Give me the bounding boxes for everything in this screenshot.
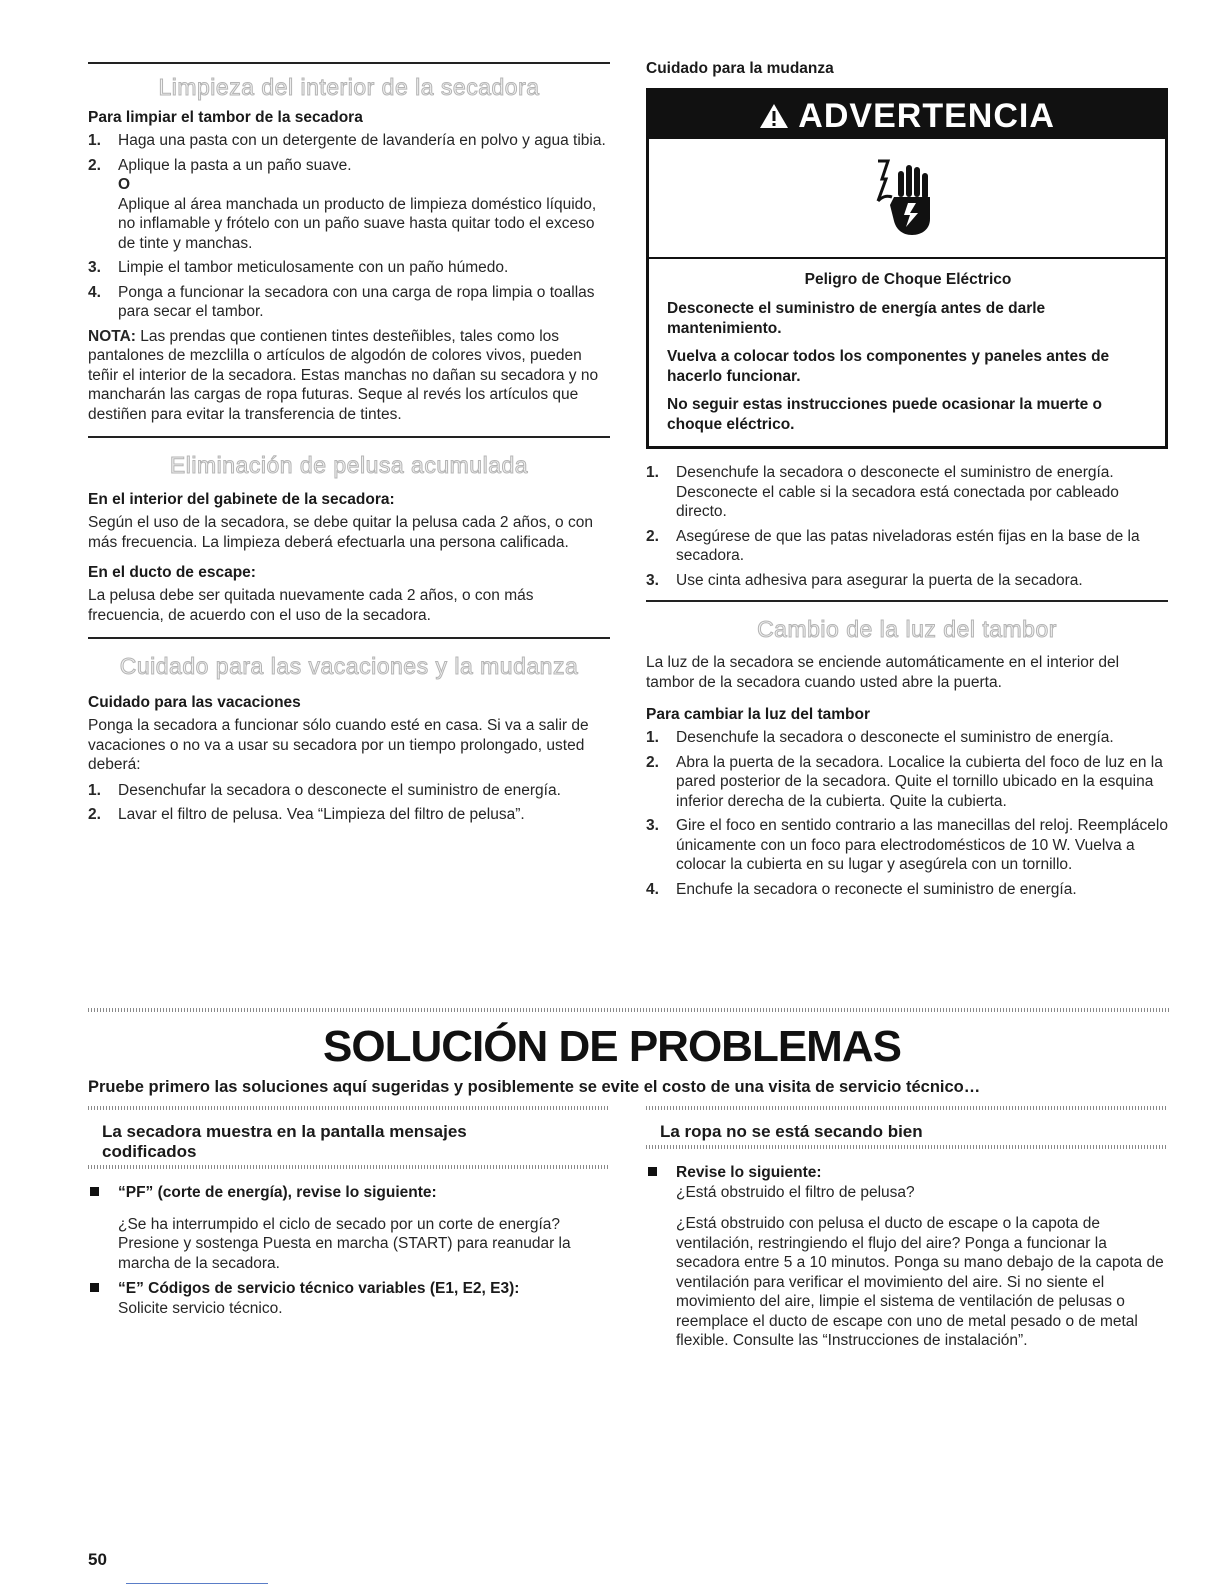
- warning-box: [646, 88, 1168, 449]
- check-heading: Revise lo siguiente:: [676, 1164, 822, 1181]
- list-item: 1. Haga una pasta con un detergente de lavandería en polvo y agua tibia.: [88, 132, 606, 149]
- list-item: 4. Ponga a funcionar la secadora con una carga de ropa limpia o toallas para secar el tambor.: [88, 283, 595, 320]
- dotted-divider: [88, 1106, 610, 1110]
- vacation-section-title: Cuidado para las vacaciones y la mudanza: [119, 653, 579, 679]
- list-item: 3. Limpie el tambor meticulosamente con un paño húmedo.: [88, 259, 509, 276]
- list-item: 2. Abra la puerta de la secadora. Localice la cubierta del foco de luz en la pared posterior de la secadora. Quite el tornillo ubicado en la esquina inferior derecha de la cubierta. Quite la cubierta.: [646, 753, 1163, 810]
- warning-header: ADVERTENCIA: [649, 91, 1165, 139]
- coded-messages-box: [88, 1122, 610, 1324]
- warning-line: Vuelva a colocar todos los componentes y paneles antes de hacerlo funcionar.: [667, 348, 1110, 385]
- light-subhead: Para cambiar la luz del tambor: [646, 706, 870, 723]
- list-item: 3. Gire el foco en sentido contrario a las manecillas del reloj. Reemplácelo únicamente con un foco para electrodomésticos de 10 W. Vuelva a colocar la cubierta en su lugar y asegúrela con un tornillo.: [646, 817, 1168, 873]
- list-item: 1. Desenchufar la secadora o desconecte el suministro de energía.: [88, 781, 561, 799]
- or-label: O: [118, 176, 131, 193]
- page-title: SOLUCIÓN DE PROBLEMAS: [323, 1022, 901, 1071]
- section-rule: [88, 62, 610, 64]
- light-section-title: Cambio de la luz del tambor: [757, 616, 1057, 642]
- dotted-divider: [646, 1106, 1168, 1110]
- vacation-steps: [88, 781, 610, 825]
- section-rule: [88, 637, 610, 639]
- page-number: 50: [88, 1550, 107, 1569]
- lint-section-title: Eliminación de pelusa acumulada: [169, 452, 529, 478]
- light-steps: [646, 728, 1168, 899]
- list-item: 2. Aplique la pasta a un paño suave. O Aplique al área manchada un producto de limpieza doméstico líquido, no inflamable y frótelo con un paño suave hasta quitar todo el exceso de tinte y manchas.: [88, 156, 610, 254]
- light-text: La luz de la secadora se enciende automáticamente en el interior del tambor de la secadora cuando usted abre la puerta.: [646, 654, 1120, 691]
- list-item: 4. Enchufe la secadora o reconecte el suministro de energía.: [646, 880, 1077, 898]
- list-item: 3. Use cinta adhesiva para asegurar la puerta de la secadora.: [646, 571, 1083, 589]
- cleaning-subhead: Para limpiar el tambor de la secadora: [88, 109, 363, 126]
- pf-question: ¿Se ha interrumpido el ciclo de secado por un corte de energía?: [118, 1215, 561, 1233]
- list-item: 2. Lavar el filtro de pelusa. Vea “Limpieza del filtro de pelusa”.: [88, 806, 525, 823]
- warning-line: Desconecte el suministro de energía antes de darle mantenimiento.: [667, 300, 1046, 337]
- list-item: [646, 1163, 1168, 1351]
- list-item: 2. Asegúrese de que las patas niveladoras estén fijas en la base de la secadora.: [646, 527, 1140, 564]
- cleaning-steps: [88, 131, 610, 322]
- troubleshooting-intro: Pruebe primero las soluciones aquí sugeridas y posiblemente se evite el costo de una visita de servicio técnico…: [88, 1078, 981, 1096]
- left-column: [88, 62, 610, 830]
- warning-triangle-icon: [759, 97, 798, 135]
- list-item: 1. Desenchufe la secadora o desconecte el suministro de energía. Desconecte el cable si la secadora está conectada por cableado directo.: [646, 464, 1119, 520]
- dotted-divider: [646, 1145, 1168, 1149]
- warning-line: No seguir estas instrucciones puede ocasionar la muerte o choque eléctrico.: [667, 396, 1102, 433]
- section-rule: [88, 436, 610, 438]
- warning-body: [649, 259, 1165, 446]
- lint-text-exhaust: La pelusa debe ser quitada nuevamente cada 2 años, o con más frecuencia, de acuerdo con el uso de la secadora.: [88, 587, 534, 624]
- check-question-2: ¿Está obstruido con pelusa el ducto de escape o la capota de ventilación, restringiendo el flujo del aire? Ponga a funcionar la secadora entre 5 a 10 minutos. Ponga su mano debajo de la capota de ventilación para verificar el movimiento del aire. Si no siente el movimiento del aire, limpie el sistema de ventilación de pelusas o reemplace el ducto de escape con uno de metal pesado o de metal flexible. Consulte las “Instrucciones de instalación”.: [676, 1215, 1164, 1349]
- not-drying-box: [646, 1122, 1168, 1357]
- pf-heading: “PF” (corte de energía), revise lo siguiente:: [118, 1184, 437, 1201]
- bullet-icon: [648, 1167, 657, 1176]
- warning-icon-area: [649, 139, 1165, 259]
- lint-text-cabinet: Según el uso de la secadora, se debe quitar la pelusa cada 2 años, o con más frecuencia. La limpieza deberá efectuarla una persona calificada.: [88, 514, 593, 551]
- section-rule: [646, 600, 1168, 602]
- e-codes-heading: “E” Códigos de servicio técnico variables (E1, E2, E3):: [118, 1280, 520, 1297]
- moving-steps: [646, 463, 1168, 590]
- list-item: [88, 1279, 610, 1318]
- warning-title: Peligro de Choque Eléctrico: [804, 271, 1012, 288]
- not-drying-heading: La ropa no se está secando bien: [660, 1122, 923, 1141]
- pf-answer: Presione y sostenga Puesta en marcha (START) para reanudar la marcha de la secadora.: [118, 1235, 571, 1272]
- vacation-subhead: Cuidado para las vacaciones: [88, 694, 301, 711]
- check-question-1: ¿Está obstruido el filtro de pelusa?: [676, 1183, 915, 1201]
- bullet-icon: [90, 1187, 99, 1196]
- right-column: [646, 58, 1168, 904]
- dotted-divider: [88, 1165, 610, 1169]
- e-codes-text: Solicite servicio técnico.: [118, 1299, 283, 1317]
- moving-subhead: Cuidado para la mudanza: [646, 60, 834, 77]
- list-item: 1. Desenchufe la secadora o desconecte el suministro de energía.: [646, 729, 1114, 746]
- cleaning-section-title: Limpieza del interior de la secadora: [158, 74, 540, 100]
- coded-messages-heading: La secadora muestra en la pantalla mensajes codificados: [102, 1122, 467, 1161]
- bullet-icon: [90, 1283, 99, 1292]
- dotted-divider: [88, 1008, 1170, 1012]
- electric-shock-hand-icon: [872, 157, 942, 239]
- list-item: [88, 1183, 610, 1273]
- vacation-text: Ponga la secadora a funcionar sólo cuando esté en casa. Si va a salir de vacaciones o no va a usar su secadora por un tiempo prolongado, usted deberá:: [88, 717, 589, 773]
- alt-instruction: Aplique al área manchada un producto de limpieza doméstico líquido, no inflamable y frótelo con un paño suave hasta quitar todo el exceso de tinte y manchas.: [118, 195, 597, 252]
- lint-subhead-cabinet: En el interior del gabinete de la secadora:: [88, 491, 395, 508]
- cleaning-note: NOTA: Las prendas que contienen tintes desteñibles, tales como los pantalones de mezclilla o artículos de algodón de colores vivos, pueden teñir el interior de la secadora. Estas manchas no dañan su secadora y no mancharán las cargas de ropa futuras. Seque al revés los artículos que destiñen para evitar la transferencia de tintes.: [88, 327, 599, 423]
- lint-subhead-exhaust: En el ducto de escape:: [88, 564, 256, 581]
